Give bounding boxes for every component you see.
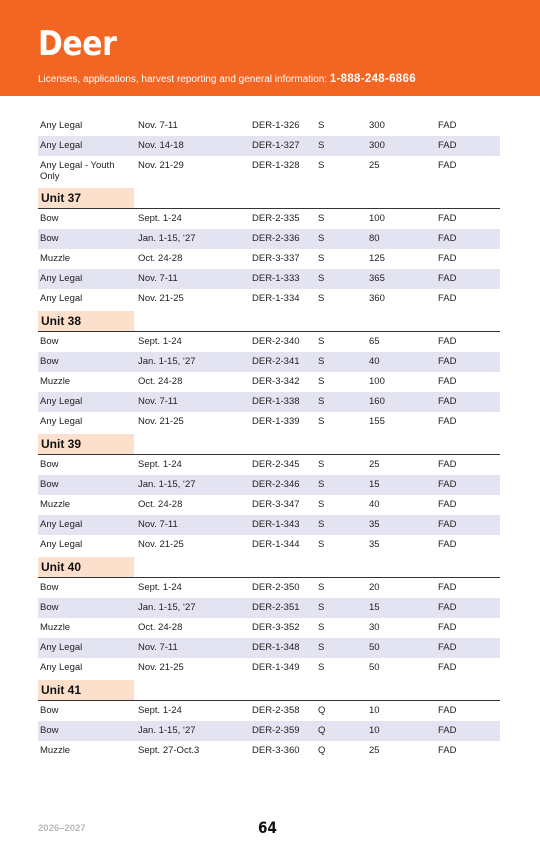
weapon-cell: Any Legal (40, 120, 83, 131)
hunt-code-cell: DER-2-358 (252, 705, 300, 716)
season-dates-cell: Sept. 1-24 (138, 705, 182, 716)
application-type-cell: FAD (438, 582, 457, 593)
weapon-cell: Any Legal (40, 293, 83, 304)
weapon-cell: Bow (40, 459, 59, 470)
license-count-cell: 65 (369, 336, 380, 347)
season-dates-cell: Jan. 1-15, ‘27 (138, 602, 196, 613)
application-type-cell: FAD (438, 725, 457, 736)
weapon-cell: Any Legal (40, 642, 83, 653)
license-count-cell: 125 (369, 253, 385, 264)
season-dates-cell: Sept. 1-24 (138, 336, 182, 347)
hunt-code-cell: DER-2-346 (252, 479, 300, 490)
application-type-cell: FAD (438, 396, 457, 407)
license-count-cell: 25 (369, 459, 380, 470)
season-dates-cell: Jan. 1-15, ‘27 (138, 479, 196, 490)
season-dates-cell: Nov. 7-11 (138, 519, 178, 530)
application-type-cell: FAD (438, 140, 457, 151)
license-count-cell: 35 (369, 539, 380, 550)
header-subtitle (38, 73, 416, 85)
table-row (38, 209, 500, 229)
license-count-cell: 10 (369, 705, 380, 716)
season-dates-cell: Oct. 24-28 (138, 622, 183, 633)
table-row (38, 495, 500, 515)
weapon-cell: Bow (40, 336, 59, 347)
hunt-code-cell: DER-2-351 (252, 602, 300, 613)
season-dates-cell: Jan. 1-15, ‘27 (138, 233, 196, 244)
license-type-cell: S (318, 662, 325, 673)
license-count-cell: 100 (369, 376, 385, 387)
table-row (38, 229, 500, 249)
phone-number: 1-888-248-6866 (329, 73, 416, 85)
application-type-cell: FAD (438, 356, 457, 367)
table-row (38, 352, 500, 372)
weapon-cell: Any Legal (40, 416, 83, 427)
license-type-cell: S (318, 376, 325, 387)
table-row (38, 578, 500, 598)
table-row (38, 701, 500, 721)
weapon-cell: Any Legal (40, 539, 83, 550)
license-type-cell: S (318, 356, 325, 367)
season-dates-cell: Sept. 27-Oct.3 (138, 745, 200, 756)
license-type-cell: S (318, 120, 325, 131)
weapon-cell: Muzzle (40, 622, 71, 633)
table-row (38, 475, 500, 495)
table-row (38, 638, 500, 658)
weapon-cell: Muzzle (40, 376, 71, 387)
table-row (38, 269, 500, 289)
table-row (38, 372, 500, 392)
license-type-cell: S (318, 519, 325, 530)
season-dates-cell: Sept. 1-24 (138, 213, 182, 224)
license-count-cell: 40 (369, 499, 380, 510)
weapon-cell: Any Legal (40, 273, 83, 284)
unit-label: Unit 37 (38, 188, 134, 208)
season-dates-cell: Jan. 1-15, ‘27 (138, 356, 196, 367)
license-type-cell: S (318, 622, 325, 633)
license-type-cell: S (318, 459, 325, 470)
license-count-cell: 15 (369, 602, 380, 613)
license-count-cell: 10 (369, 725, 380, 736)
application-type-cell: FAD (438, 745, 457, 756)
weapon-cell: Muzzle (40, 745, 71, 756)
table-row (38, 392, 500, 412)
table-row (38, 412, 500, 432)
application-type-cell: FAD (438, 213, 457, 224)
application-type-cell: FAD (438, 293, 457, 304)
hunt-code-cell: DER-3-342 (252, 376, 300, 387)
license-count-cell: 15 (369, 479, 380, 490)
hunt-code-cell: DER-2-359 (252, 725, 300, 736)
page-title: Deer (38, 24, 117, 64)
license-count-cell: 100 (369, 213, 385, 224)
weapon-cell: Bow (40, 725, 59, 736)
license-count-cell: 40 (369, 356, 380, 367)
weapon-cell: Any Legal - Youth Only (40, 160, 115, 182)
season-dates-cell: Oct. 24-28 (138, 376, 183, 387)
license-count-cell: 300 (369, 140, 385, 151)
license-count-cell: 20 (369, 582, 380, 593)
license-type-cell: S (318, 642, 325, 653)
weapon-cell: Any Legal (40, 140, 83, 151)
application-type-cell: FAD (438, 499, 457, 510)
hunt-code-cell: DER-1-338 (252, 396, 300, 407)
subtitle-text: Licenses, applications, harvest reporting and general information: (38, 74, 330, 85)
license-type-cell: S (318, 233, 325, 244)
license-type-cell: S (318, 602, 325, 613)
table-row (38, 332, 500, 352)
hunt-code-cell: DER-1-333 (252, 273, 300, 284)
table-row (38, 116, 500, 136)
season-dates-cell: Nov. 7-11 (138, 642, 178, 653)
unit-header (38, 186, 500, 209)
license-count-cell: 365 (369, 273, 385, 284)
license-type-cell: S (318, 293, 325, 304)
page-number: 64 (258, 818, 277, 837)
application-type-cell: FAD (438, 120, 457, 131)
application-type-cell: FAD (438, 416, 457, 427)
hunt-code-cell: DER-1-349 (252, 662, 300, 673)
weapon-cell: Any Legal (40, 662, 83, 673)
unit-header (38, 432, 500, 455)
table-row (38, 741, 500, 761)
season-dates-cell: Nov. 7-11 (138, 396, 178, 407)
application-type-cell: FAD (438, 253, 457, 264)
hunt-code-cell: DER-1-343 (252, 519, 300, 530)
unit-label: Unit 39 (38, 434, 134, 454)
hunt-code-cell: DER-2-340 (252, 336, 300, 347)
weapon-cell: Any Legal (40, 396, 83, 407)
unit-header (38, 678, 500, 701)
table-row (38, 535, 500, 555)
weapon-cell: Bow (40, 479, 59, 490)
season-dates-cell: Sept. 1-24 (138, 582, 182, 593)
application-type-cell: FAD (438, 336, 457, 347)
hunt-code-cell: DER-1-334 (252, 293, 300, 304)
hunt-table (38, 116, 500, 761)
table-row (38, 721, 500, 741)
season-dates-cell: Nov. 7-11 (138, 120, 178, 131)
application-type-cell: FAD (438, 642, 457, 653)
season-dates-cell: Oct. 24-28 (138, 253, 183, 264)
application-type-cell: FAD (438, 273, 457, 284)
unit-header (38, 309, 500, 332)
hunt-code-cell: DER-2-335 (252, 213, 300, 224)
table-row (38, 289, 500, 309)
hunt-code-cell: DER-2-345 (252, 459, 300, 470)
footer-year: 2026–2027 (38, 823, 86, 834)
table-row (38, 515, 500, 535)
season-dates-cell: Oct. 24-28 (138, 499, 183, 510)
season-dates-cell: Sept. 1-24 (138, 459, 182, 470)
hunt-code-cell: DER-3-352 (252, 622, 300, 633)
season-dates-cell: Nov. 7-11 (138, 273, 178, 284)
hunt-code-cell: DER-1-327 (252, 140, 300, 151)
license-count-cell: 50 (369, 662, 380, 673)
license-count-cell: 160 (369, 396, 385, 407)
application-type-cell: FAD (438, 160, 457, 171)
license-count-cell: 50 (369, 642, 380, 653)
hunt-code-cell: DER-1-328 (252, 160, 300, 171)
license-count-cell: 360 (369, 293, 385, 304)
hunt-code-cell: DER-1-348 (252, 642, 300, 653)
license-type-cell: S (318, 582, 325, 593)
table-row (38, 618, 500, 638)
season-dates-cell: Nov. 21-25 (138, 293, 184, 304)
unit-label: Unit 38 (38, 311, 134, 331)
table-row (38, 455, 500, 475)
license-type-cell: Q (318, 745, 326, 756)
hunt-code-cell: DER-2-341 (252, 356, 300, 367)
license-type-cell: S (318, 396, 325, 407)
weapon-cell: Bow (40, 582, 59, 593)
application-type-cell: FAD (438, 602, 457, 613)
weapon-cell: Bow (40, 213, 59, 224)
license-type-cell: S (318, 140, 325, 151)
hunt-code-cell: DER-2-336 (252, 233, 300, 244)
season-dates-cell: Nov. 21-29 (138, 160, 184, 171)
license-type-cell: S (318, 213, 325, 224)
season-dates-cell: Nov. 21-25 (138, 539, 184, 550)
table-row (38, 598, 500, 618)
hunt-code-cell: DER-1-344 (252, 539, 300, 550)
license-type-cell: S (318, 499, 325, 510)
unit-label: Unit 41 (38, 680, 134, 700)
license-count-cell: 25 (369, 745, 380, 756)
weapon-cell: Any Legal (40, 519, 83, 530)
license-type-cell: S (318, 273, 325, 284)
license-type-cell: S (318, 479, 325, 490)
application-type-cell: FAD (438, 519, 457, 530)
season-dates-cell: Nov. 21-25 (138, 416, 184, 427)
header-banner (0, 0, 540, 96)
season-dates-cell: Jan. 1-15, ‘27 (138, 725, 196, 736)
hunt-code-cell: DER-3-347 (252, 499, 300, 510)
table-row (38, 156, 500, 186)
hunt-code-cell: DER-3-337 (252, 253, 300, 264)
table-row (38, 658, 500, 678)
hunt-code-cell: DER-2-350 (252, 582, 300, 593)
hunt-code-cell: DER-1-326 (252, 120, 300, 131)
license-type-cell: S (318, 539, 325, 550)
table-row (38, 249, 500, 269)
weapon-cell: Bow (40, 233, 59, 244)
weapon-cell: Bow (40, 356, 59, 367)
unit-header (38, 555, 500, 578)
weapon-cell: Bow (40, 705, 59, 716)
license-count-cell: 25 (369, 160, 380, 171)
application-type-cell: FAD (438, 662, 457, 673)
unit-label: Unit 40 (38, 557, 134, 577)
application-type-cell: FAD (438, 539, 457, 550)
license-type-cell: Q (318, 705, 326, 716)
application-type-cell: FAD (438, 622, 457, 633)
application-type-cell: FAD (438, 233, 457, 244)
license-count-cell: 35 (369, 519, 380, 530)
hunt-code-cell: DER-3-360 (252, 745, 300, 756)
application-type-cell: FAD (438, 705, 457, 716)
weapon-cell: Muzzle (40, 499, 71, 510)
weapon-cell: Muzzle (40, 253, 71, 264)
hunt-code-cell: DER-1-339 (252, 416, 300, 427)
license-count-cell: 30 (369, 622, 380, 633)
license-type-cell: Q (318, 725, 326, 736)
license-count-cell: 80 (369, 233, 380, 244)
license-count-cell: 300 (369, 120, 385, 131)
license-type-cell: S (318, 253, 325, 264)
license-count-cell: 155 (369, 416, 385, 427)
application-type-cell: FAD (438, 376, 457, 387)
license-type-cell: S (318, 160, 325, 171)
weapon-cell: Bow (40, 602, 59, 613)
application-type-cell: FAD (438, 459, 457, 470)
season-dates-cell: Nov. 14-18 (138, 140, 184, 151)
license-type-cell: S (318, 336, 325, 347)
application-type-cell: FAD (438, 479, 457, 490)
table-row (38, 136, 500, 156)
season-dates-cell: Nov. 21-25 (138, 662, 184, 673)
license-type-cell: S (318, 416, 325, 427)
